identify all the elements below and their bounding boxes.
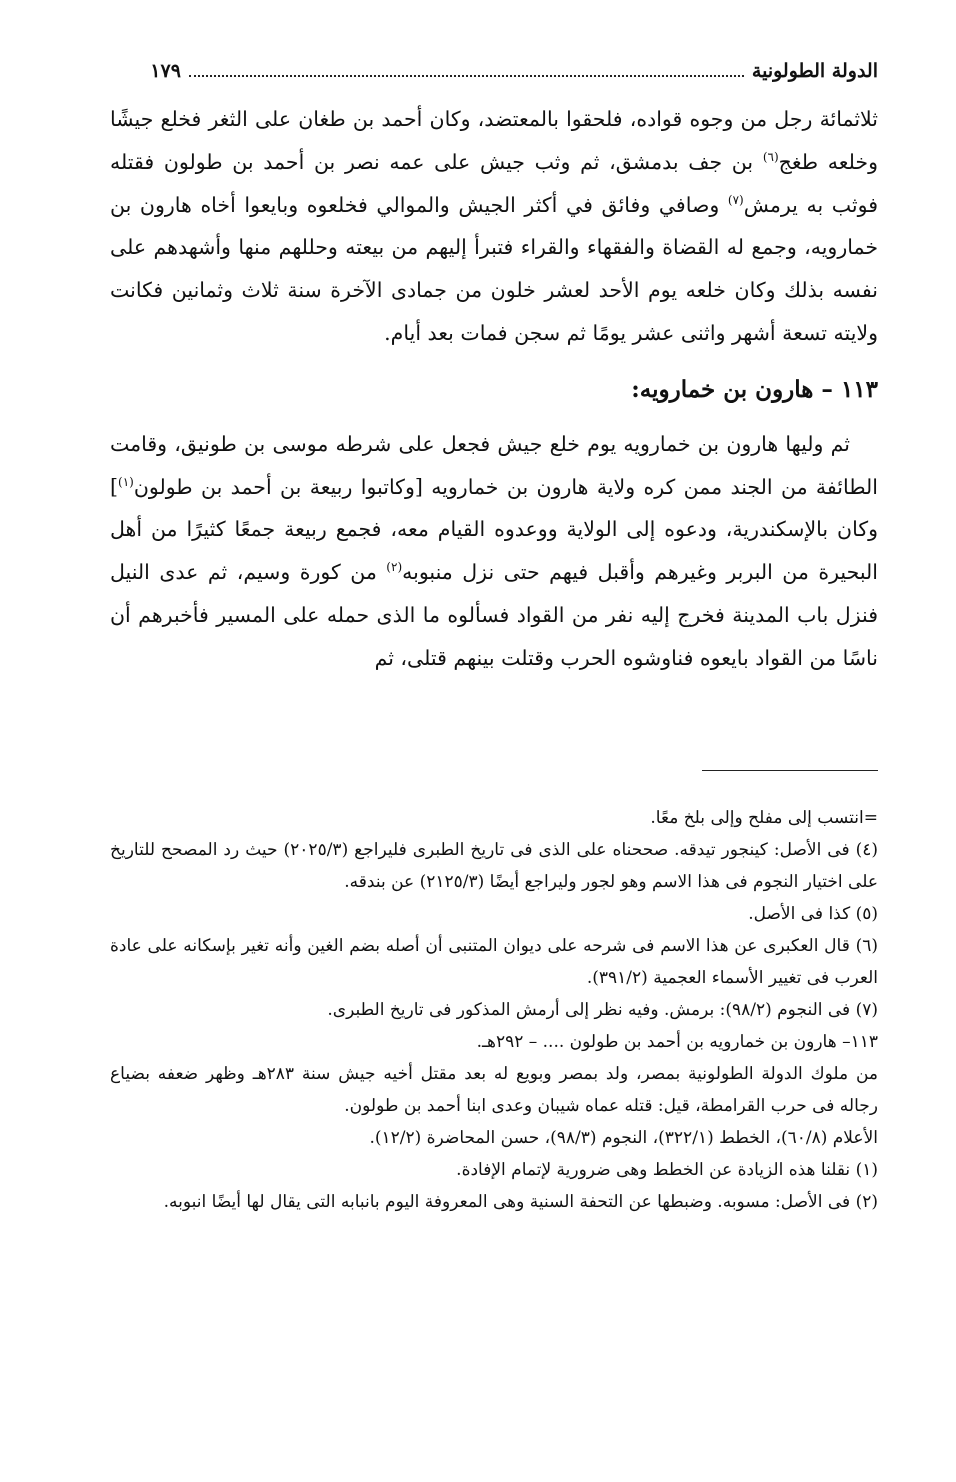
- footnote: (٦) قال العكبرى عن هذا الاسم فى شرحه على ديوان المتنبى أن أصله بضم الغين وأنه تغير بإسكانه على عادة العرب فى تغيير الأسماء العجمية (٣٩١/٢).: [110, 936, 878, 988]
- footnote: (١) نقلنا هذه الزيادة عن الخطط وهى ضرورية لإتمام الإفادة.: [456, 1160, 878, 1180]
- footnote-ref-2[interactable]: (٢): [386, 560, 403, 575]
- footnote: الأعلام (٦٠/٨)، الخطط (٣٢٢/١)، النجوم (٩٨/٣)، حسن المحاضرة (١٢/٢).: [369, 1128, 878, 1148]
- footnote: (٢) فى الأصل: مسوبه. وضبطها عن التحفة السنية وهى المعروفة اليوم بانبابه التى يقال لها أيضًا انبوبه.: [163, 1192, 878, 1212]
- running-head: [110, 60, 878, 98]
- footnote-separator: [702, 770, 878, 771]
- paragraph-1-part-c: وصافي وفائق في أكثر الجيش والموالي فخلعوه وبايعوا أخاه هارون بن خمارويه، وجمع له القضاة والفقهاء والقراء فتبرأ إليهم من بيعته وحللهم منها وأشهدهم على نفسه بذلك وكان خلعه يوم الأحد لعشر خلون من جمادى الآخرة سنة ثلاث وثمانين فكانت ولايته تسعة أشهر واثنى عشر يومًا ثم سجن فمات بعد أيام.: [110, 192, 878, 345]
- main-text: [110, 98, 878, 680]
- footnote-ref-6[interactable]: (٦): [762, 149, 779, 164]
- leader-dots: [189, 75, 744, 77]
- paragraph-2-part-c: من كورة وسيم، ثم عدى النيل فنزل باب المدينة فخرج إليه نفر من القواد فسألوه ما الذى حمله على المسير فأخبرهم أن ناسًا من القواد بايعوه فناوشوه الحرب وقتلت بينهم قتلى، ثم: [110, 560, 878, 670]
- paragraph-2: [110, 423, 878, 680]
- paragraph-1-part-a: ثلاثمائة رجل من وجوه قواده، فلحقوا بالمعتضد، وكان أحمد بن طغان على الثغر فخلع جيشًا وخلعه طغج: [110, 107, 879, 174]
- footnote: (٤) فى الأصل: كينجور تيدقه. صححناه على الذى فى تاريخ الطبرى فليراجع (٢٠٢٥/٣) حيث رد المصحح للتاريخ على اختيار النجوم فى هذا الاسم وهو لجور وليراجع أيضًا (٢١٢٥/٣) عن بندقه.: [110, 840, 878, 892]
- page-number: ١٧٩: [150, 60, 181, 82]
- paragraph-1: [110, 98, 878, 355]
- paragraph-2-part-b: ] وكان بالإسكندرية، ودعوه إلى الولاية ووعدوه القيام معه، فجمع ربيعة جمعًا كثيرًا من أهل البحيرة من البربر وغيرهم وأقبل فيهم حتى نزل منبوبه: [110, 474, 878, 585]
- footnote: ١١٣– هارون بن خمارويه بن أحمد بن طولون .... – ٢٩٢هـ.: [476, 1032, 878, 1052]
- footnotes: [110, 802, 878, 1218]
- section-heading: ١١٣ – هارون بن خمارويه:: [631, 375, 878, 403]
- footnote: (٥) كذا فى الأصل.: [748, 904, 878, 924]
- footnote: (٧) فى النجوم (٩٨/٢): برمش. وفيه نظر إلى أرمش المذكور فى تاريخ الطبرى.: [327, 1000, 878, 1020]
- footnote: =انتسب إلى مفلح وإلى بلخ معًا.: [650, 808, 878, 828]
- paragraph-2-part-a: ثم وليها هارون بن خمارويه يوم خلع جيش فجعل على شرطه موسى بن طونيق، وقامت الطائفة من الجند ممن كره ولاية هارون بن خمارويه [وكاتبوا ربيعة بن أحمد بن طولون: [110, 431, 878, 499]
- running-head-title: الدولة الطولونية: [751, 60, 878, 82]
- footnote: من ملوك الدولة الطولونية بمصر، ولد بمصر وبويع له بعد مقتل أخيه جيش سنة ٢٨٣هـ وظهر ضعفه بضياع رجاله فى حرب القرامطة، قيل: قتله عماه شيبان وعدى ابنا أحمد بن طولون.: [110, 1064, 878, 1116]
- footnote-ref-7[interactable]: (٧): [727, 192, 744, 207]
- paragraph-1-part-b: بن جف بدمشق، ثم وثب جيش على عمه نصر بن أحمد بن طولون فقتله فوثب به يرمش: [110, 149, 878, 217]
- book-page: [110, 60, 879, 1212]
- footnote-ref-1[interactable]: (١): [118, 474, 134, 489]
